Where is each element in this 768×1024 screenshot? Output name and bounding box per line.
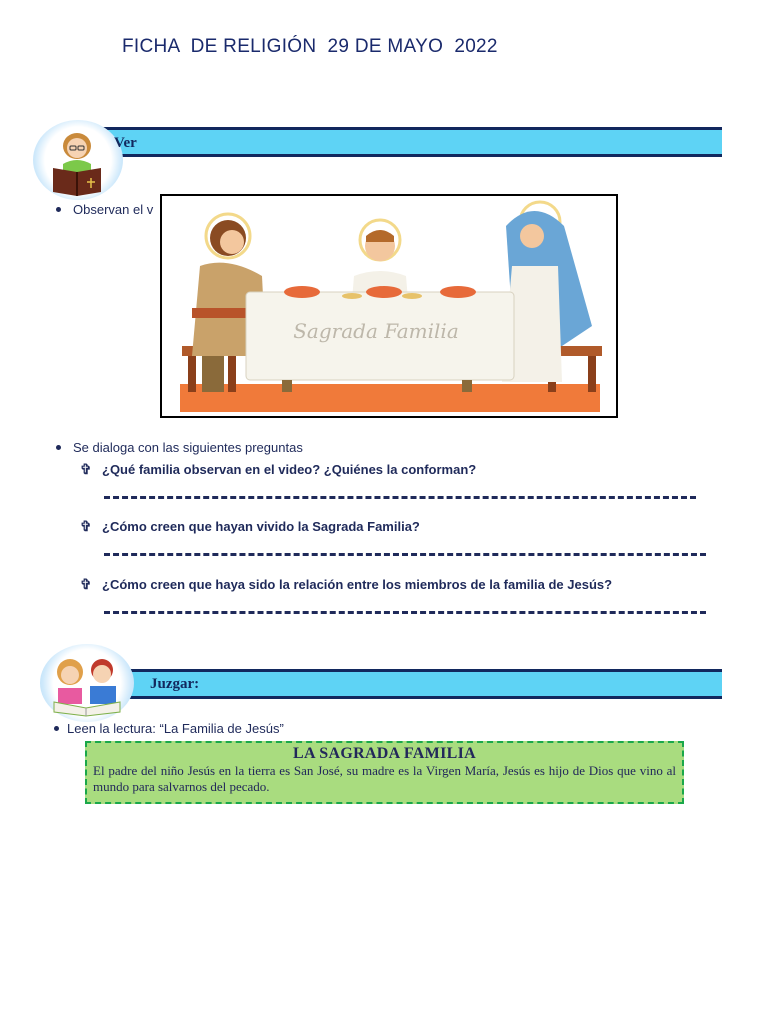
question-item: ✞ ¿Cómo creen que hayan vivido la Sagrada Familia? [80, 518, 420, 534]
question-item: ✞ ¿Qué familia observan en el video? ¿Quiénes la conforman? [80, 461, 477, 477]
ver-section-bar [58, 127, 722, 157]
ver-section-label: Ver [114, 135, 137, 151]
ver-bullet-observan: Observan el v [56, 202, 153, 217]
juzgar-section-label: Juzgar: [150, 676, 200, 692]
bullet-dot [56, 207, 61, 212]
answer-line[interactable] [104, 496, 696, 499]
ver-badge [33, 120, 123, 200]
girl-reading-bible-icon [33, 120, 123, 200]
answer-line[interactable] [104, 611, 706, 614]
holy-family-picture [160, 194, 618, 418]
answer-line[interactable] [104, 553, 706, 556]
cross-icon: ✞ [80, 576, 92, 592]
question-item: ✞ ¿Cómo creen que haya sido la relación entre los miembros de la familia de Jesús? [80, 576, 613, 592]
reading-text: El padre del niño Jesús en la tierra es San José, su madre es la Virgen María, Jesús es hijo de Dios que vino al mundo para salvarnos del pecado. [93, 763, 676, 794]
reading-title: LA SAGRADA FAMILIA [293, 745, 476, 762]
document-title: FICHA DE RELIGIÓN 29 DE MAYO 2022 [122, 36, 498, 57]
cross-icon: ✞ [80, 461, 92, 477]
ver-bullet-dialoga: Se dialoga con las siguientes preguntas [56, 440, 303, 455]
holy-family-illustration [162, 196, 616, 416]
cross-icon: ✞ [80, 518, 92, 534]
picture-caption: Sagrada Familia [293, 319, 459, 343]
juzgar-badge [40, 644, 134, 722]
bullet-dot [54, 726, 59, 731]
children-reading-icon [40, 644, 134, 722]
bullet-dot [56, 445, 61, 450]
reading-box [85, 741, 684, 804]
juzgar-bullet-leen: Leen la lectura: “La Familia de Jesús” [54, 721, 284, 736]
